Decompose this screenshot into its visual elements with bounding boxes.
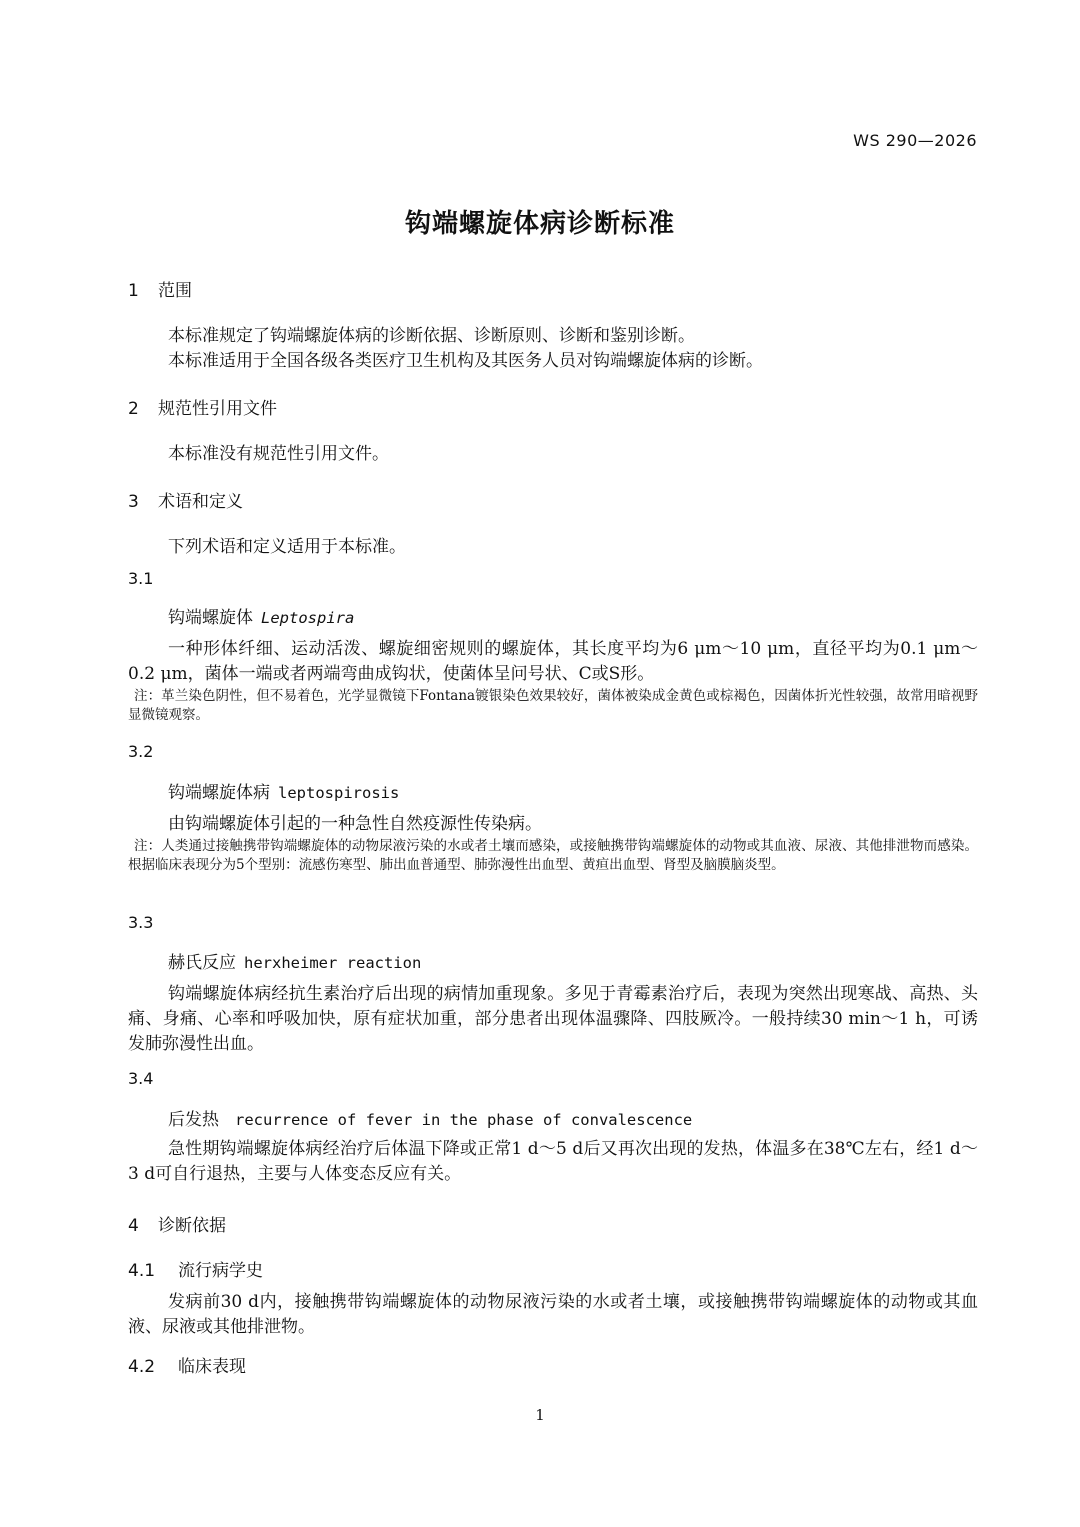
subsection-heading (128, 1352, 246, 1377)
page-number: 1 (535, 1406, 545, 1424)
term-chinese: 钩端螺旋体 (168, 608, 253, 628)
term-english: herxheimer reaction (244, 954, 422, 972)
paragraph: 发病前30 d内，接触携带钩端螺旋体的动物尿液污染的水或者土壤，或接触携带钩端螺旋体的动物或其血液、尿液或其他排泄物。 (128, 1292, 978, 1337)
term-chinese: 钩端螺旋体病 (168, 783, 270, 803)
section-heading (128, 276, 192, 301)
subsection-title: 流行病学史 (178, 1261, 263, 1281)
term-chinese: 赫氏反应 (168, 953, 236, 973)
term-definition: 急性期钩端螺旋体病经治疗后体温下降或正常1 d～5 d后又再次出现的发热，体温多在38℃左右，经1 d～3 d可自行退热，主要与人体变态反应有关。 (128, 1139, 978, 1184)
section-title: 范围 (158, 281, 192, 301)
paragraph: 本标准没有规范性引用文件。 (168, 444, 389, 464)
section-title: 诊断依据 (158, 1216, 226, 1236)
section-title: 术语和定义 (158, 492, 243, 512)
term-number: 3.2 (128, 742, 154, 761)
subsection-number: 4.2 (128, 1357, 156, 1377)
section-number: 1 (128, 281, 139, 301)
section-heading (128, 1211, 226, 1236)
term-number: 3.3 (128, 913, 154, 932)
term-heading (168, 948, 421, 973)
term-definition: 钩端螺旋体病经抗生素治疗后出现的病情加重现象。多见于青霉素治疗后，表现为突然出现寒战、高热、头痛、身痛、心率和呼吸加快，原有症状加重，部分患者出现体温骤降、四肢厥冷。一般持续30 min～1 h，可诱发肺弥漫性出血。 (128, 984, 978, 1054)
section-number: 2 (128, 399, 139, 419)
subsection-number: 4.1 (128, 1261, 156, 1281)
term-heading (168, 1105, 692, 1130)
term-note: 注：革兰染色阴性，但不易着色，光学显微镜下Fontana镀银染色效果较好，菌体被染成金黄色或棕褐色，因菌体折光性较强，故常用暗视野显微镜观察。 (128, 688, 978, 723)
term-heading (168, 603, 354, 628)
section-number: 3 (128, 492, 139, 512)
subsection-title: 临床表现 (178, 1357, 246, 1377)
section-heading (128, 394, 277, 419)
paragraph: 下列术语和定义适用于本标准。 (168, 537, 406, 557)
section-number: 4 (128, 1216, 139, 1236)
term-definition: 一种形体纤细、运动活泼、螺旋细密规则的螺旋体，其长度平均为6 μm～10 μm，直径平均为0.1 μm～0.2 μm，菌体一端或者两端弯曲成钩状，使菌体呈问号状、C或S形。 (128, 639, 978, 684)
term-number: 3.4 (128, 1069, 154, 1088)
paragraph: 本标准适用于全国各级各类医疗卫生机构及其医务人员对钩端螺旋体病的诊断。 (168, 351, 763, 371)
term-definition: 由钩端螺旋体引起的一种急性自然疫源性传染病。 (168, 814, 542, 834)
term-heading (168, 778, 399, 803)
subsection-heading (128, 1256, 263, 1281)
document-number: WS 290—2026 (853, 131, 977, 150)
term-english: Leptospira (261, 609, 355, 627)
section-title: 规范性引用文件 (158, 399, 277, 419)
document-title: 钩端螺旋体病诊断标准 (404, 209, 675, 239)
term-chinese: 后发热 (168, 1110, 219, 1130)
term-note: 注：人类通过接触携带钩端螺旋体的动物尿液污染的水或者土壤而感染，或接触携带钩端螺旋体的动物或其血液、尿液、其他排泄物而感染。根据临床表现分为5个型别：流感伤寒型、肺出血普通型、肺弥漫性出血型、黄疸出血型、肾型及脑膜脑炎型。 (128, 838, 978, 873)
term-english: recurrence of fever in the phase of convalescence (235, 1111, 693, 1129)
term-number: 3.1 (128, 569, 154, 588)
section-heading (128, 487, 243, 512)
paragraph: 本标准规定了钩端螺旋体病的诊断依据、诊断原则、诊断和鉴别诊断。 (168, 326, 695, 346)
term-english: leptospirosis (278, 784, 400, 802)
